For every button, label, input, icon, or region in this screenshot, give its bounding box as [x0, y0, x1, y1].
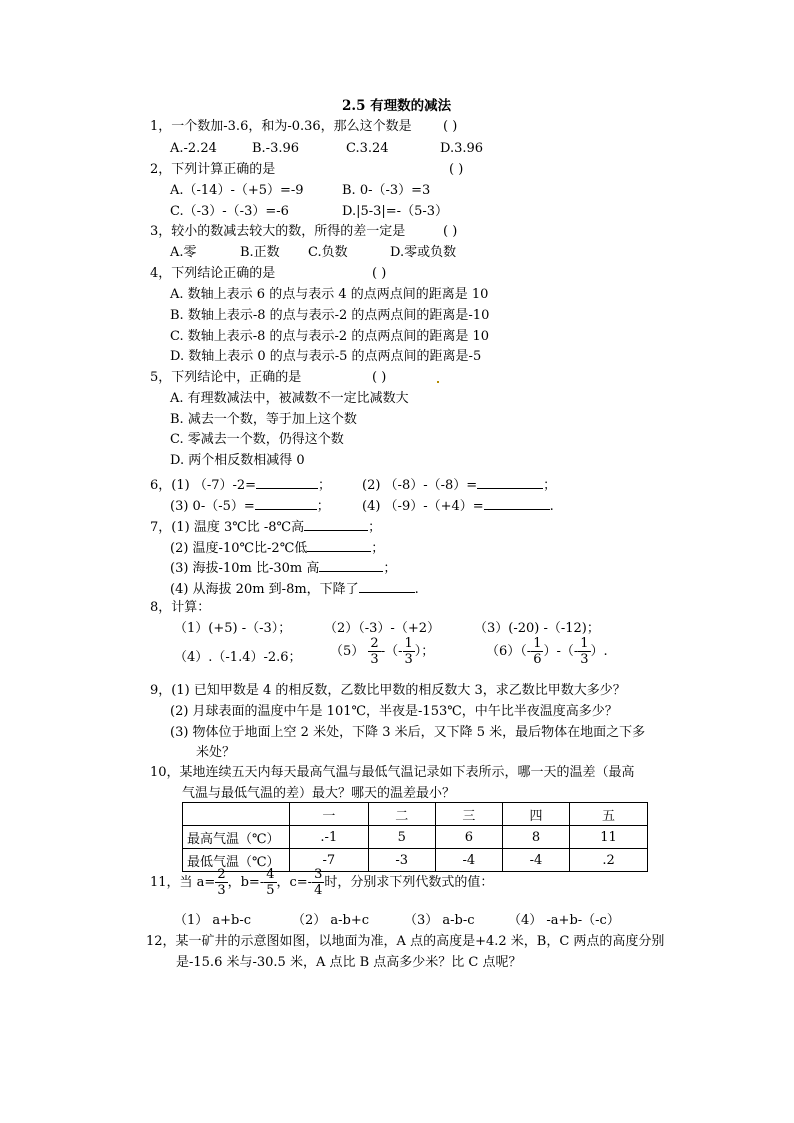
table-cell: -7 [290, 849, 369, 872]
q7-item-2-text: (2) 温度-10℃比-2℃低 [170, 541, 308, 556]
fraction-numerator: 1 [580, 636, 589, 651]
q8-expr-5 [330, 637, 434, 666]
q8-expr-4: （4）.（-1.4）-2.6； [174, 650, 302, 665]
table-cell: 8 [502, 826, 569, 849]
table-cell: .-1 [290, 826, 369, 849]
q9-part-3-continued: 米处？ [196, 745, 236, 760]
table-header-cell [183, 803, 290, 826]
q4-option-c: C. 数轴上表示-8 的点与表示-2 的点两点间的距离是 10 [170, 329, 490, 344]
fraction-denominator: 3 [404, 652, 413, 667]
q2-option-a: A.（-14）-（+5）=-9 [170, 183, 304, 198]
q11-expr-1: （1） a+b-c [174, 913, 252, 928]
q6-item-1 [150, 476, 331, 492]
q4-option-a: A. 数轴上表示 6 的点与表示 4 的点两点间的距离是 10 [170, 287, 489, 302]
fraction-numerator: 4 [266, 867, 275, 882]
q1-stem: 1，一个数加-3.6，和为-0.36，那么这个数是 [150, 119, 412, 134]
q6-answer-blank-1[interactable] [256, 476, 318, 489]
q6-item-3-text: (3) 0-（-5）= [170, 499, 255, 514]
q2-stem: 2，下列计算正确的是 [150, 162, 276, 177]
q10-stem-line-2: 气温与最低气温的差）最大？哪天的温差最小？ [182, 786, 456, 801]
q7-item-1 [150, 518, 381, 534]
q8-expr-5-mid: -（- [380, 644, 403, 659]
fraction-denominator: 3 [370, 652, 379, 667]
fraction-numerator: 3 [314, 867, 323, 882]
q4-option-b: B. 数轴上表示-8 的点与表示-2 的点两点间的距离是-10 [170, 308, 490, 323]
q7-answer-blank-4[interactable] [359, 580, 415, 593]
fraction-denominator: 3 [217, 883, 226, 898]
q6-item-4 [362, 497, 554, 513]
q1-answer-paren: ( ) [443, 119, 458, 134]
q5-option-b: B. 减去一个数，等于加上这个数 [170, 412, 357, 427]
table-cell: 11 [570, 826, 648, 849]
q6-semicolon-1: ； [318, 478, 332, 493]
q8-expr-6-mid: ）-（- [543, 644, 579, 659]
q11-expr-4: （4） -a+b-（-c） [508, 913, 620, 928]
q11-expr-2: （2） a-b+c [292, 913, 370, 928]
q7-item-4 [170, 580, 419, 596]
q1-option-b: B.-3.96 [252, 141, 300, 156]
q11-fraction-a [215, 868, 227, 897]
q4-stem: 4，下列结论正确的是 [150, 266, 276, 281]
q5-answer-paren: ( ) [372, 370, 387, 385]
q6-item-3 [170, 497, 330, 513]
q8-expr-3: （3）(-20) -（-12)； [474, 621, 600, 636]
q4-option-d: D. 数轴上表示 0 的点与表示-5 的点两点间的距离是-5 [170, 349, 482, 364]
fraction-denominator: 5 [266, 883, 275, 898]
q3-option-a: A.零 [170, 245, 197, 260]
q11-b-label: ，b=- [227, 875, 265, 890]
q6-semicolon-3: ； [316, 499, 330, 514]
q6-item-4-text: (4) （-9）-（+4）= [362, 499, 484, 514]
q7-answer-blank-1[interactable] [304, 518, 368, 531]
q5-option-d: D. 两个相反数相减得 0 [170, 453, 305, 468]
q5-option-c: C. 零减去一个数，仍得这个数 [170, 432, 344, 447]
q6-item-1-text: 6，(1) （-7）-2= [150, 478, 257, 493]
q7-semicolon-1: ； [368, 520, 382, 535]
q11-c-label: ，c=- [276, 875, 313, 890]
q3-stem: 3，较小的数减去较大的数，所得的差一定是 [150, 224, 406, 239]
q10-stem-line-1: 10，某地连续五天内每天最高气温与最低气温记录如下表所示，哪一天的温差（最高 [150, 765, 635, 780]
table-cell: 6 [435, 826, 502, 849]
q11-stem [150, 868, 493, 897]
q3-option-b: B.正数 [240, 245, 280, 260]
q11-fraction-b [264, 868, 276, 897]
q3-option-d: D.零或负数 [390, 245, 457, 260]
table-row [183, 826, 648, 849]
table-header-row [183, 803, 648, 826]
q11-fraction-c [312, 868, 324, 897]
q2-option-c: C.（-3）-（-3）=-6 [170, 204, 289, 219]
q6-answer-blank-4[interactable] [484, 497, 550, 510]
table-header-cell: 三 [435, 803, 502, 826]
page-title: 2.5 有理数的减法 [342, 98, 452, 114]
q8-expr-6-label: （6） [486, 644, 521, 659]
q11-suffix: 时，分别求下列代数式的值： [324, 875, 494, 890]
q7-semicolon-2: ； [371, 541, 385, 556]
q2-option-b: B. 0-（-3）=3 [342, 183, 431, 198]
fraction-denominator: 6 [533, 652, 542, 667]
q8-expr-5-fraction-b [403, 637, 415, 666]
table-header-cell: 二 [368, 803, 435, 826]
table-cell: .2 [570, 849, 648, 872]
fraction-denominator: 3 [580, 652, 589, 667]
q1-option-d: D.3.96 [440, 141, 484, 156]
q8-expr-6-fraction-b [578, 637, 590, 666]
q7-semicolon-3: ； [383, 561, 397, 576]
fraction-numerator: 2 [370, 636, 379, 651]
q11-prefix: 11，当 a= [150, 875, 216, 890]
q7-item-2 [170, 539, 384, 555]
table-header-cell: 四 [502, 803, 569, 826]
q5-option-a: A. 有理数减法中，被减数不一定比减数大 [170, 391, 409, 406]
q2-answer-paren: ( ) [449, 162, 464, 177]
table-cell: -3 [368, 849, 435, 872]
q11-expr-3: （3） a-b-c [404, 913, 475, 928]
table-cell: -4 [502, 849, 569, 872]
q8-label: 8，计算： [150, 600, 211, 615]
q1-option-c: C.3.24 [346, 141, 389, 156]
q6-answer-blank-3[interactable] [255, 497, 317, 510]
q3-answer-paren: ( ) [443, 224, 458, 239]
q8-expr-1: （1）(+5) -（-3）； [174, 621, 292, 636]
table-header-cell: 一 [290, 803, 369, 826]
q8-expr-6 [486, 637, 608, 666]
q6-item-2 [362, 476, 556, 492]
table-row-label: 最低气温（℃） [183, 849, 290, 872]
q9-part-3: (3) 物体位于地面上空 2 米处，下降 3 米后，又下降 5 米，最后物体在地面之下多 [170, 725, 646, 740]
q12-stem-line-1: 12，某一矿井的示意图如图，以地面为准，A 点的高度是+4.2 米，B，C 两点的高度分别 [146, 934, 665, 949]
q8-expr-2: （2）（-3）-（+2） [324, 621, 440, 636]
q12-stem-line-2: 是-15.6 米与-30.5 米，A 点比 B 点高多少米？比 C 点呢？ [176, 955, 522, 970]
table-cell: 5 [368, 826, 435, 849]
q7-item-3 [170, 559, 396, 575]
q7-item-1-text: 7，(1) 温度 3℃比 -8℃高 [150, 520, 305, 535]
q6-item-2-text: (2) （-8）-（-8）= [362, 478, 478, 493]
q4-answer-paren: ( ) [372, 266, 387, 281]
temperature-table [182, 802, 648, 872]
fraction-denominator: 4 [314, 883, 323, 898]
q8-expr-5-fraction-a [368, 637, 380, 666]
q8-expr-6-open: （- [520, 644, 532, 659]
fraction-numerator: 1 [533, 636, 542, 651]
q3-option-c: C.负数 [308, 245, 348, 260]
q8-expr-5-end: ）； [414, 644, 435, 659]
table-header-cell: 五 [570, 803, 648, 826]
q7-item-4-text: (4) 从海拔 20m 到-8m，下降了 [170, 582, 359, 597]
fraction-numerator: 1 [404, 636, 413, 651]
q7-end: . [414, 582, 419, 597]
q1-option-a: A.-2.24 [170, 141, 217, 156]
q8-expr-5-label: （5） [330, 644, 365, 659]
q7-item-3-text: (3) 海拔-10m 比-30m 高 [170, 561, 320, 576]
table-cell: -4 [435, 849, 502, 872]
stray-mark [437, 381, 439, 383]
q7-answer-blank-3[interactable] [319, 559, 383, 572]
q5-stem: 5，下列结论中，正确的是 [150, 370, 302, 385]
q6-semicolon-2: ； [543, 478, 557, 493]
q2-option-d: D.|5-3|=-（5-3） [342, 204, 449, 219]
q7-answer-blank-2[interactable] [307, 539, 371, 552]
q8-expr-6-end: ）. [590, 644, 608, 659]
q6-answer-blank-2[interactable] [477, 476, 543, 489]
q9-part-1: 9，(1) 已知甲数是 4 的相反数，乙数比甲数的相反数大 3，求乙数比甲数大多少？ [150, 683, 626, 698]
q9-part-2: (2) 月球表面的温度中午是 101℃，半夜是-153℃，中午比半夜温度高多少？ [170, 704, 618, 719]
q6-end: . [549, 499, 554, 514]
table-row-label: 最高气温（℃） [183, 826, 290, 849]
q8-expr-6-fraction-a [531, 637, 543, 666]
fraction-numerator: 2 [217, 867, 226, 882]
